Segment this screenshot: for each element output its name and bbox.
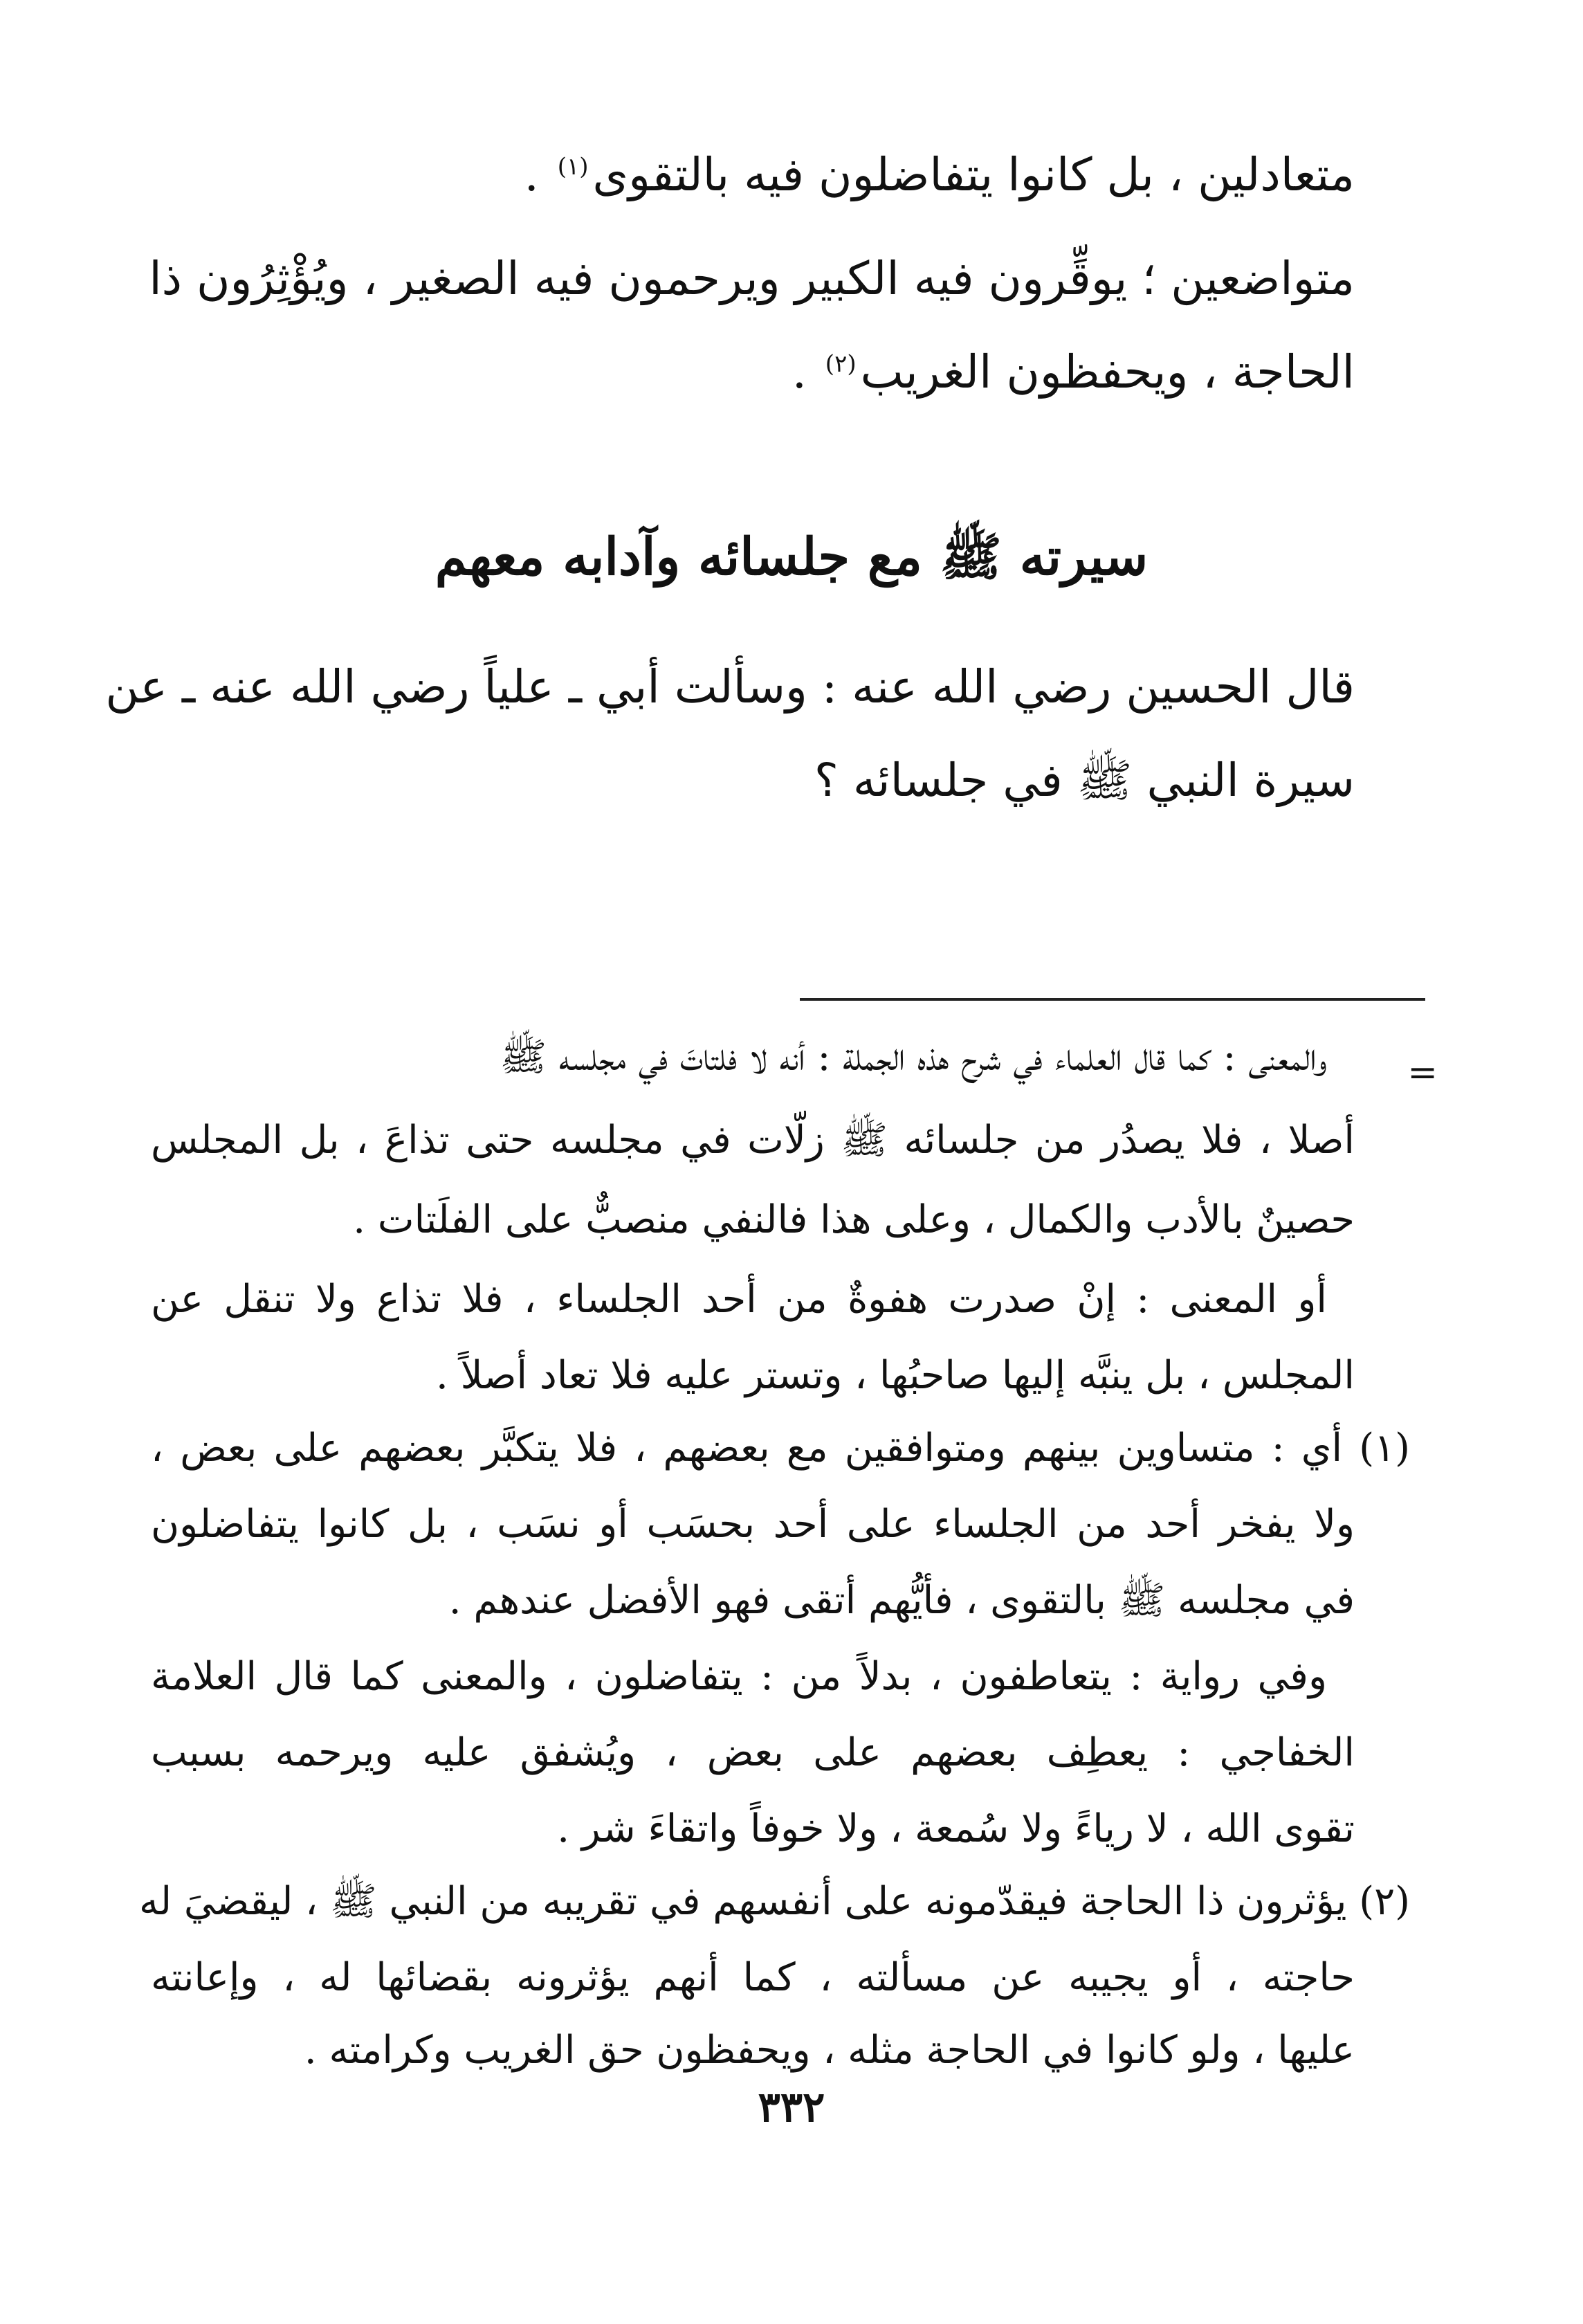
footnote-1-line-6: تقوى الله ، لا رياءً ولا سُمعة ، ولا خوفاً واتقاءَ شر . (557, 1806, 1355, 1851)
footnote-2-line-1: (٢) يؤثرون ذا الحاجة فيقدّمونه على أنفسهم في تقريبه من النبي ﷺ ، ليقضيَ له (138, 1879, 1410, 1924)
footnote-1-line-3: في مجلسه ﷺ بالتقوى ، فأيُّهم أتقى فهو الأفضل عندهم . (448, 1578, 1355, 1623)
page-number: ٣٣٢ (758, 2083, 825, 2132)
section-line-2: سيرة النبي ﷺ في جلسائه ؟ (814, 754, 1355, 807)
footnote-cont-line-4: أو المعنى : إنْ صدرت هفوةٌ من أحد الجلساء ، فلا تذاع ولا تنقل عن (151, 1277, 1327, 1322)
footnote-1-line-4: وفي رواية : يتعاطفون ، بدلاً من : يتفاضلون ، والمعنى كما قال العلامة (151, 1654, 1327, 1699)
footnote-2-line-3: عليها ، ولو كانوا في الحاجة مثله ، ويحفظون حق الغريب وكرامته . (304, 2028, 1355, 2073)
main-line-1-end: . (524, 148, 539, 201)
section-line-1: قال الحسين رضي الله عنه : وسألت أبي ـ علياً رضي الله عنه ـ عن (105, 660, 1355, 714)
main-line-1 (524, 148, 1355, 201)
main-line-3-text: الحاجة ، ويحفظون الغريب (860, 345, 1355, 399)
footnote-1-line-5: الخفاجي : يعطِف بعضهم على بعض ، ويُشفق عليه ويرحمه بسبب (151, 1730, 1355, 1775)
footnote-cont-line-1: والمعنى : كما قال العلماء في شرح هذه الجملة : أنه لا فلتاتَ في مجلسه ﷺ (500, 1035, 1327, 1080)
footnote-1-line-2: ولا يفخر أحد من الجلساء على أحد بحسَب أو نسَب ، بل كانوا يتفاضلون (151, 1502, 1355, 1547)
footnote-separator (800, 998, 1425, 1001)
main-line-3 (792, 345, 1355, 399)
section-heading: سيرته ﷺ مع جلسائه وآدابه معهم (434, 527, 1149, 587)
continuation-mark: = (1407, 1052, 1438, 1093)
footnote-cont-line-3: حصينٌ بالأدب والكمال ، وعلى هذا فالنفي منصبٌّ على الفلَتات . (353, 1197, 1355, 1242)
main-line-2: متواضعين ؛ يوقِّرون فيه الكبير ويرحمون فيه الصغير ، ويُؤْثِرُون ذا (149, 252, 1355, 305)
footnote-ref-2: (٢) (825, 350, 857, 378)
footnote-1-line-1: (١) أي : متساوين بينهم ومتوافقين مع بعضهم ، فلا يتكبَّر بعضهم على بعض ، (151, 1426, 1410, 1471)
footnote-2-line-2: حاجته ، أو يجيبه عن مسألته ، كما أنهم يؤثرونه بقضائها له ، وإعانته (151, 1955, 1355, 2000)
footnote-cont-line-5: المجلس ، بل ينبَّه إليها صاحبُها ، وتستر عليه فلا تعاد أصلاً . (435, 1353, 1355, 1398)
footnote-cont-line-2: أصلا ، فلا يصدُر من جلسائه ﷺ زلّات في مجلسه حتى تذاعَ ، بل المجلس (151, 1118, 1355, 1163)
footnote-ref-1: (١) (557, 153, 589, 181)
main-line-3-end: . (792, 345, 807, 399)
main-line-1-text: متعادلين ، بل كانوا يتفاضلون فيه بالتقوى (592, 148, 1355, 201)
